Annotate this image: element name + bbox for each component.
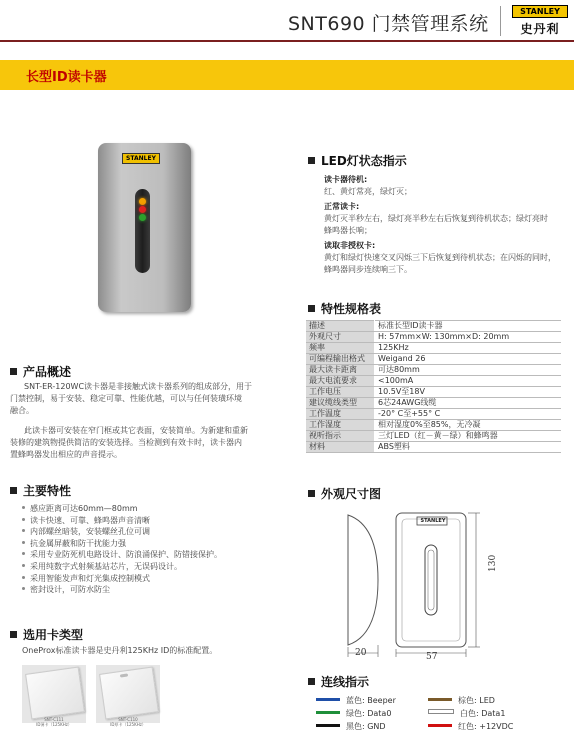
- spec-row: [306, 365, 561, 376]
- wire-item: 黑色: GND: [316, 721, 386, 732]
- led-standby-heading: 读卡器待机:: [324, 175, 368, 184]
- bullet-dot-icon: [22, 576, 25, 579]
- wire-item: 白色: Data1: [428, 708, 505, 719]
- led-normal-text-2: 蜂鸣器长响；: [324, 226, 372, 235]
- bullet-square-icon: [308, 305, 315, 312]
- overview-line: 置蜂鸣器发出相应的声音提示。: [10, 450, 122, 459]
- led-standby-text: 红、黄灯常亮，绿灯灭；: [324, 187, 412, 196]
- led-unauth-text: 黄灯和绿灯快速交叉闪烁三下后恢复到待机状态；在闪烁的同时，: [324, 253, 556, 262]
- feature-item: 采用智能发声和灯光集成控制模式: [22, 573, 222, 585]
- id-thin-card-image: [25, 666, 85, 719]
- spec-row: [306, 409, 561, 420]
- led-unauth-heading: 读取非授权卡:: [324, 241, 376, 250]
- spec-value: 可达80mm: [375, 365, 562, 376]
- spec-value: 6芯24AWG线缆: [375, 398, 562, 409]
- spec-key: 工作温度: [306, 409, 375, 420]
- wire-color-swatch-icon: [428, 724, 452, 727]
- overview-line: 此读卡器可安装在窄门框或其它表面，安装简单。为新建和重新: [24, 426, 248, 435]
- spec-row: [306, 321, 561, 332]
- feature-item: 抗金属屏蔽和防干扰能力强: [22, 538, 222, 550]
- dimension-drawing: [330, 505, 490, 665]
- feature-item: 读卡快速、可靠、蜂鸣器声音清晰: [22, 515, 222, 527]
- header-rule: [0, 40, 574, 42]
- led-yellow-icon: [139, 198, 146, 205]
- led-red-icon: [139, 206, 146, 213]
- bullet-dot-icon: [22, 541, 25, 544]
- bullet-square-icon: [308, 490, 315, 497]
- spec-value: Weigand 26: [375, 354, 562, 365]
- bullet-square-icon: [10, 487, 17, 494]
- overview-text: [10, 381, 285, 461]
- spec-row: [306, 442, 561, 453]
- spec-value: H: 57mm×W: 130mm×D: 20mm: [375, 332, 562, 343]
- spec-value: 125KHz: [375, 343, 562, 354]
- overview-section-title: 产品概述: [10, 363, 71, 380]
- specs-section-title: 特性规格表: [308, 300, 381, 317]
- spec-key: 最大读卡距离: [306, 365, 375, 376]
- spec-key: 建议缆线类型: [306, 398, 375, 409]
- spec-key: 外观尺寸: [306, 332, 375, 343]
- bullet-square-icon: [10, 631, 17, 638]
- wire-item: 棕色: LED: [428, 695, 495, 706]
- height-label: 130: [488, 554, 498, 572]
- header-divider: [500, 6, 501, 36]
- spec-value: 三灯LED（红－黄－绿）和蜂鸣器: [375, 431, 562, 442]
- cards-section-title: 选用卡类型: [10, 626, 83, 643]
- spec-row: [306, 431, 561, 442]
- spec-key: 工作湿度: [306, 420, 375, 431]
- id-thick-card-image: [99, 666, 159, 719]
- side-profile-outline: [348, 515, 378, 645]
- features-section-title: 主要特性: [10, 482, 71, 499]
- overview-line: 融合。: [10, 406, 34, 415]
- front-view-inner: [402, 519, 460, 641]
- bullet-square-icon: [10, 368, 17, 375]
- features-list: [22, 503, 222, 596]
- feature-item: 感应距离可达60mm—80mm: [22, 503, 222, 515]
- overview-line: SNT-ER-120WC读卡器是非接触式读卡器系列的组成部分，用于: [24, 382, 253, 391]
- front-view-outline: [396, 513, 466, 647]
- spec-row: [306, 376, 561, 387]
- spec-row: [306, 354, 561, 365]
- wire-color-swatch-icon: [428, 709, 454, 714]
- led-section-title: LED灯状态指示: [308, 152, 407, 169]
- spec-key: 最大电流要求: [306, 376, 375, 387]
- wire-item: 红色: +12VDC: [428, 721, 513, 732]
- reader-logo-badge: STANLEY: [122, 153, 160, 164]
- wire-item: 蓝色: Beeper: [316, 695, 396, 706]
- spec-key: 描述: [306, 321, 375, 332]
- card-thick-caption: SNT-C110 ID厚卡（125KHz）: [110, 717, 146, 727]
- spec-key: 可编程输出格式: [306, 354, 375, 365]
- bullet-square-icon: [308, 678, 315, 685]
- spec-value: -20° C至+55° C: [375, 409, 562, 420]
- dimensions-section-title: 外观尺寸图: [308, 485, 381, 502]
- cards-desc: OneProx标准读卡器是史丹利125KHz ID的标准配置。: [22, 646, 218, 655]
- wiring-section-title: 连线指示: [308, 673, 369, 690]
- wire-color-swatch-icon: [316, 711, 340, 714]
- feature-item: 内部螺丝暗装，安装螺丝孔位可调: [22, 526, 222, 538]
- spec-key: 频率: [306, 343, 375, 354]
- bullet-square-icon: [308, 157, 315, 164]
- bullet-dot-icon: [22, 529, 25, 532]
- page-title: SNT690 门禁管理系统: [288, 13, 489, 35]
- wire-color-swatch-icon: [316, 724, 340, 727]
- spec-value: ABS塑料: [375, 442, 562, 453]
- feature-item: 密封设计，可防水防尘: [22, 584, 222, 596]
- led-unauth-text-2: 蜂鸣器同步连续响三下。: [324, 265, 412, 274]
- bullet-dot-icon: [22, 506, 25, 509]
- logo-cn-text: 史丹利: [520, 22, 560, 36]
- bullet-dot-icon: [22, 587, 25, 590]
- banner-title: 长型ID读卡器: [26, 70, 107, 85]
- bullet-dot-icon: [22, 552, 25, 555]
- spec-row: [306, 398, 561, 409]
- spec-value: 相对湿度0%至85%，无冷凝: [375, 420, 562, 431]
- feature-item: 采用纯数字式射频基站芯片，无误码设计。: [22, 561, 222, 573]
- led-normal-heading: 正常读卡:: [324, 202, 360, 211]
- wire-color-swatch-icon: [316, 698, 340, 701]
- spec-row: [306, 420, 561, 431]
- spec-key: 视听指示: [306, 431, 375, 442]
- spec-row: [306, 343, 561, 354]
- spec-row: [306, 387, 561, 398]
- overview-line: 门禁控制，易于安装、稳定可靠、性能优越，可以与任何装璜环境: [10, 394, 242, 403]
- feature-item: 采用专业防死机电路设计、防浪涌保护、防错接保护。: [22, 549, 222, 561]
- spec-key: 材料: [306, 442, 375, 453]
- overview-line: 装修的建筑物提供简洁的安装选择。当检测到有效卡时，读卡器内: [10, 438, 242, 447]
- front-led-window: [425, 545, 437, 615]
- dimension-logo-text: STANLEY: [420, 518, 446, 524]
- logo-badge: STANLEY: [512, 5, 568, 18]
- bullet-dot-icon: [22, 518, 25, 521]
- bullet-dot-icon: [22, 564, 25, 567]
- stanley-logo: [512, 5, 568, 37]
- spec-row: [306, 332, 561, 343]
- card-thin-caption: SNT-C111 ID薄卡（125KHz）: [36, 717, 72, 727]
- led-status-list: [324, 174, 574, 276]
- spec-table: [306, 320, 561, 453]
- spec-value: 10.5V至18V: [375, 387, 562, 398]
- wire-color-swatch-icon: [428, 698, 452, 701]
- wire-item: 绿色: Data0: [316, 708, 391, 719]
- led-normal-text: 黄灯灭半秒左右，绿灯亮半秒左右后恢复到待机状态；绿灯亮时: [324, 214, 548, 223]
- spec-value: <100mA: [375, 376, 562, 387]
- led-green-icon: [139, 214, 146, 221]
- width-label: 57: [426, 652, 438, 662]
- depth-label: 20: [355, 648, 367, 658]
- spec-value: 标准长型ID读卡器: [375, 321, 562, 332]
- spec-key: 工作电压: [306, 387, 375, 398]
